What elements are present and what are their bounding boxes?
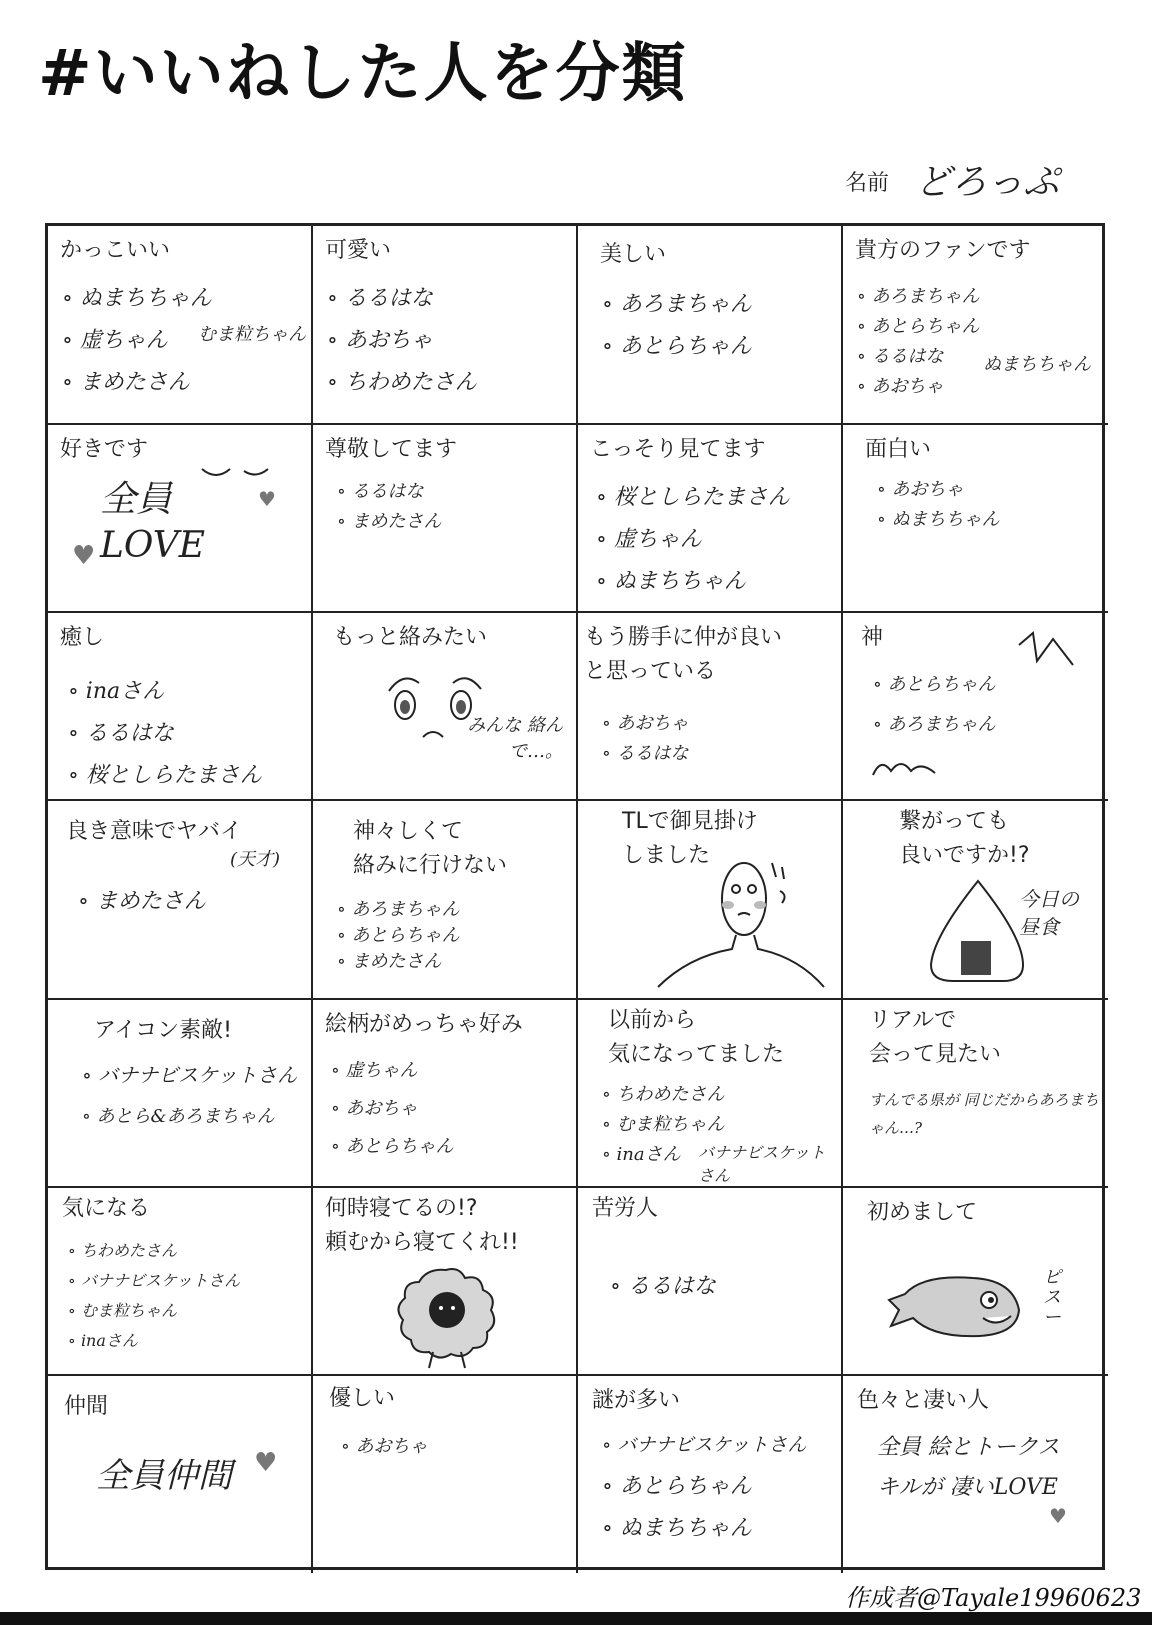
list-item: ∘ 虚ちゃん: [62, 320, 212, 362]
category-label: 絵柄がめっちゃ好み: [325, 1012, 523, 1037]
cell-mysterious: [578, 1376, 843, 1573]
category-label: 何時寝てるの!? 頼むから寝てくれ!!: [325, 1196, 519, 1255]
handwritten-note: 全員 LOVE: [100, 479, 206, 566]
category-label: かっこいい: [60, 238, 171, 263]
cell-seen-on-tl: [578, 801, 843, 1000]
cell-amazing: [843, 1376, 1108, 1573]
category-label: 面白い: [865, 437, 932, 462]
onigiri-doodle: [923, 877, 1033, 987]
list-item: ∘ ちわめたさん: [602, 1080, 725, 1110]
cell-kind: [313, 1376, 578, 1573]
cell-funny: [843, 425, 1108, 613]
name-list: [68, 1236, 240, 1356]
handwritten-note: 全員 絵とトークスキルが 凄いLOVE: [877, 1435, 1060, 1500]
cell-companion: [48, 1376, 313, 1573]
list-item: ∘ あおちゃ: [341, 1432, 428, 1462]
name-label: 名前: [845, 171, 890, 196]
list-item: ∘ 桜としらたまさん: [596, 477, 790, 519]
list-item: ∘ inaさん: [68, 1326, 240, 1356]
category-label: 優しい: [329, 1386, 396, 1411]
page-title: #いいねした人を分類: [38, 37, 688, 111]
list-item: ∘ バナナビスケットさん: [82, 1054, 297, 1096]
list-item: ∘ あおちゃ: [877, 475, 1000, 505]
list-item: ∘ ちわめたさん: [68, 1236, 240, 1266]
category-label: 神々しくて 絡みに行けない: [353, 819, 508, 878]
handwritten-note: 全員仲間: [96, 1456, 232, 1496]
handwritten-note: 今日の 昼食: [1019, 887, 1079, 939]
list-item-extra: むま粒ちゃん: [198, 324, 306, 345]
cell-nice-to-meet: [843, 1188, 1108, 1376]
name-list: [341, 1432, 428, 1462]
list-item: ∘ ぬまちちゃん: [877, 505, 1000, 535]
list-item-extra: バナナビスケットさん: [698, 1143, 826, 1185]
category-label: 色々と凄い人: [857, 1388, 990, 1413]
name-value: どろっぷ: [915, 162, 1060, 203]
list-item: ∘ 虚ちゃん: [331, 1052, 454, 1090]
list-item: ∘ まめたさん: [78, 881, 206, 923]
name-list: [602, 709, 689, 769]
category-label: 美しい: [600, 242, 667, 267]
category-label: TLで御見掛け しました: [622, 809, 758, 868]
cell-want-to-interact: [313, 613, 578, 801]
heart-icon: ♥: [258, 487, 276, 511]
category-label: 貴方のファンです: [855, 238, 1031, 263]
cell-art-style: [313, 1000, 578, 1188]
fluffy-creature-doodle: [391, 1264, 501, 1372]
person-doodle: [648, 851, 828, 991]
name-list: [82, 1054, 297, 1138]
heart-icon: ♥: [72, 541, 96, 571]
handwritten-note: みんな 絡んで…。: [467, 715, 563, 762]
list-item: ∘ あとらちゃん: [602, 326, 752, 368]
cell-beautiful: [578, 226, 843, 425]
name-list: [327, 278, 477, 404]
category-label: 初めまして: [867, 1200, 978, 1225]
cell-hard-worker: [578, 1188, 843, 1376]
cell-go-to-sleep: [313, 1188, 578, 1376]
list-item: ∘ バナナビスケットさん: [68, 1266, 240, 1296]
cell-fan: [843, 226, 1108, 425]
category-label: 良き意味でヤバイ: [66, 819, 243, 844]
cell-like: [48, 425, 313, 613]
list-item-extra: ぬまちちゃん: [983, 354, 1091, 375]
category-label: リアルで 会って見たい: [869, 1008, 1002, 1067]
cell-secretly-watching: [578, 425, 843, 613]
heart-icon: ♥: [1049, 1504, 1067, 1528]
list-item: ∘ あろまちゃん: [602, 284, 752, 326]
name-list: [62, 278, 212, 404]
cell-crazy-good: [48, 801, 313, 1000]
category-label: 仲間: [64, 1394, 109, 1419]
cell-healing: [48, 613, 313, 801]
cell-can-we-connect: [843, 801, 1108, 1000]
cell-cool: [48, 226, 313, 425]
name-list: [78, 881, 206, 923]
bottom-bar: [0, 1612, 1152, 1625]
list-item: ∘ るるはな: [337, 477, 442, 507]
list-item: ∘ あおちゃ: [327, 320, 477, 362]
name-list: [857, 282, 980, 402]
whale-doodle: [883, 1266, 1033, 1346]
heart-icon: ♥: [254, 1448, 278, 1478]
list-item: ∘ inaさん: [602, 1140, 725, 1170]
list-item: ∘ ぬまちちゃん: [62, 278, 212, 320]
handwritten-note: すんでる県が 同じだからあろまちゃん…?: [869, 1091, 1099, 1137]
list-item: ∘ るるはな: [857, 342, 980, 372]
list-item: ∘ るるはな: [610, 1266, 716, 1308]
cell-interested-before: [578, 1000, 843, 1188]
name-list: [596, 477, 790, 603]
list-item: ∘ あとらちゃん: [331, 1128, 454, 1166]
name-list: [331, 1052, 454, 1166]
category-label: 気になる: [62, 1196, 151, 1221]
list-item: ∘ ぬまちちゃん: [602, 1508, 806, 1550]
name-list: [337, 897, 460, 975]
category-label: 可愛い: [325, 238, 392, 263]
list-item: ∘ あおちゃ: [331, 1090, 454, 1128]
list-item: ∘ るるはな: [68, 713, 262, 755]
list-item: ∘ まめたさん: [337, 507, 442, 537]
category-label: 好きです: [60, 437, 149, 462]
list-item: ∘ むま粒ちゃん: [68, 1296, 240, 1326]
list-item: ∘ あとらちゃん: [602, 1466, 806, 1508]
list-item: ∘ るるはな: [602, 739, 689, 769]
list-item: ∘ ぬまちちゃん: [596, 561, 790, 603]
list-item: ∘ あとら&あろまちゃん: [82, 1096, 297, 1138]
category-label: もっと絡みたい: [333, 625, 488, 650]
list-item: ∘ あおちゃ: [857, 372, 980, 402]
category-label: 以前から 気になってました: [608, 1008, 785, 1067]
cell-god: [843, 613, 1108, 801]
rays-doodle: [1013, 625, 1083, 675]
list-item: ∘ 虚ちゃん: [596, 519, 790, 561]
list-item: ∘ あろまちゃん: [873, 705, 996, 745]
name-list: [68, 671, 262, 797]
cloud-doodle: [869, 753, 949, 783]
cell-divine: [313, 801, 578, 1000]
category-grid: [45, 223, 1105, 1570]
category-label: 神: [861, 625, 884, 650]
list-item: ∘ あとらちゃん: [857, 312, 980, 342]
name-list: [602, 1424, 806, 1550]
list-item: ∘ まめたさん: [62, 362, 212, 404]
category-label: もう勝手に仲が良い と思っている: [584, 625, 783, 684]
list-item: ∘ あとらちゃん: [337, 923, 460, 949]
category-label: アイコン素敵!: [94, 1018, 232, 1043]
cell-icon-nice: [48, 1000, 313, 1188]
category-label: 癒し: [60, 625, 105, 650]
cell-feel-close: [578, 613, 843, 801]
list-item: ∘ バナナビスケットさん: [602, 1424, 806, 1466]
name-list: [602, 284, 752, 368]
cell-respect: [313, 425, 578, 613]
list-item: ∘ inaさん: [68, 671, 262, 713]
name-list: [337, 477, 442, 537]
name-list: [877, 475, 1000, 535]
author-credit: 作成者@Tayale19960623: [845, 1584, 1142, 1612]
category-sublabel: (天才): [230, 849, 281, 870]
cell-curious: [48, 1188, 313, 1376]
category-label: こっそり見てます: [590, 437, 766, 462]
category-label: 苦労人: [592, 1196, 659, 1221]
name-list: [873, 665, 996, 745]
heart-icon: [198, 459, 278, 499]
category-label: 尊敬してます: [325, 437, 458, 462]
list-item: ∘ あろまちゃん: [337, 897, 460, 923]
handwritten-note: ピスー: [1043, 1267, 1061, 1328]
list-item: ∘ あとらちゃん: [873, 665, 996, 705]
list-item: ∘ むま粒ちゃん: [602, 1110, 725, 1140]
cell-cute: [313, 226, 578, 425]
cell-meet-irl: [843, 1000, 1108, 1188]
list-item: ∘ るるはな: [327, 278, 477, 320]
list-item: ∘ まめたさん: [337, 949, 460, 975]
list-item: ∘ 桜としらたまさん: [68, 755, 262, 797]
category-label: 謎が多い: [592, 1388, 681, 1413]
list-item: ∘ ちわめたさん: [327, 362, 477, 404]
category-label: 繋がっても 良いですか!?: [899, 809, 1030, 868]
name-list: [610, 1266, 716, 1308]
list-item: ∘ あろまちゃん: [857, 282, 980, 312]
list-item: ∘ あおちゃ: [602, 709, 689, 739]
